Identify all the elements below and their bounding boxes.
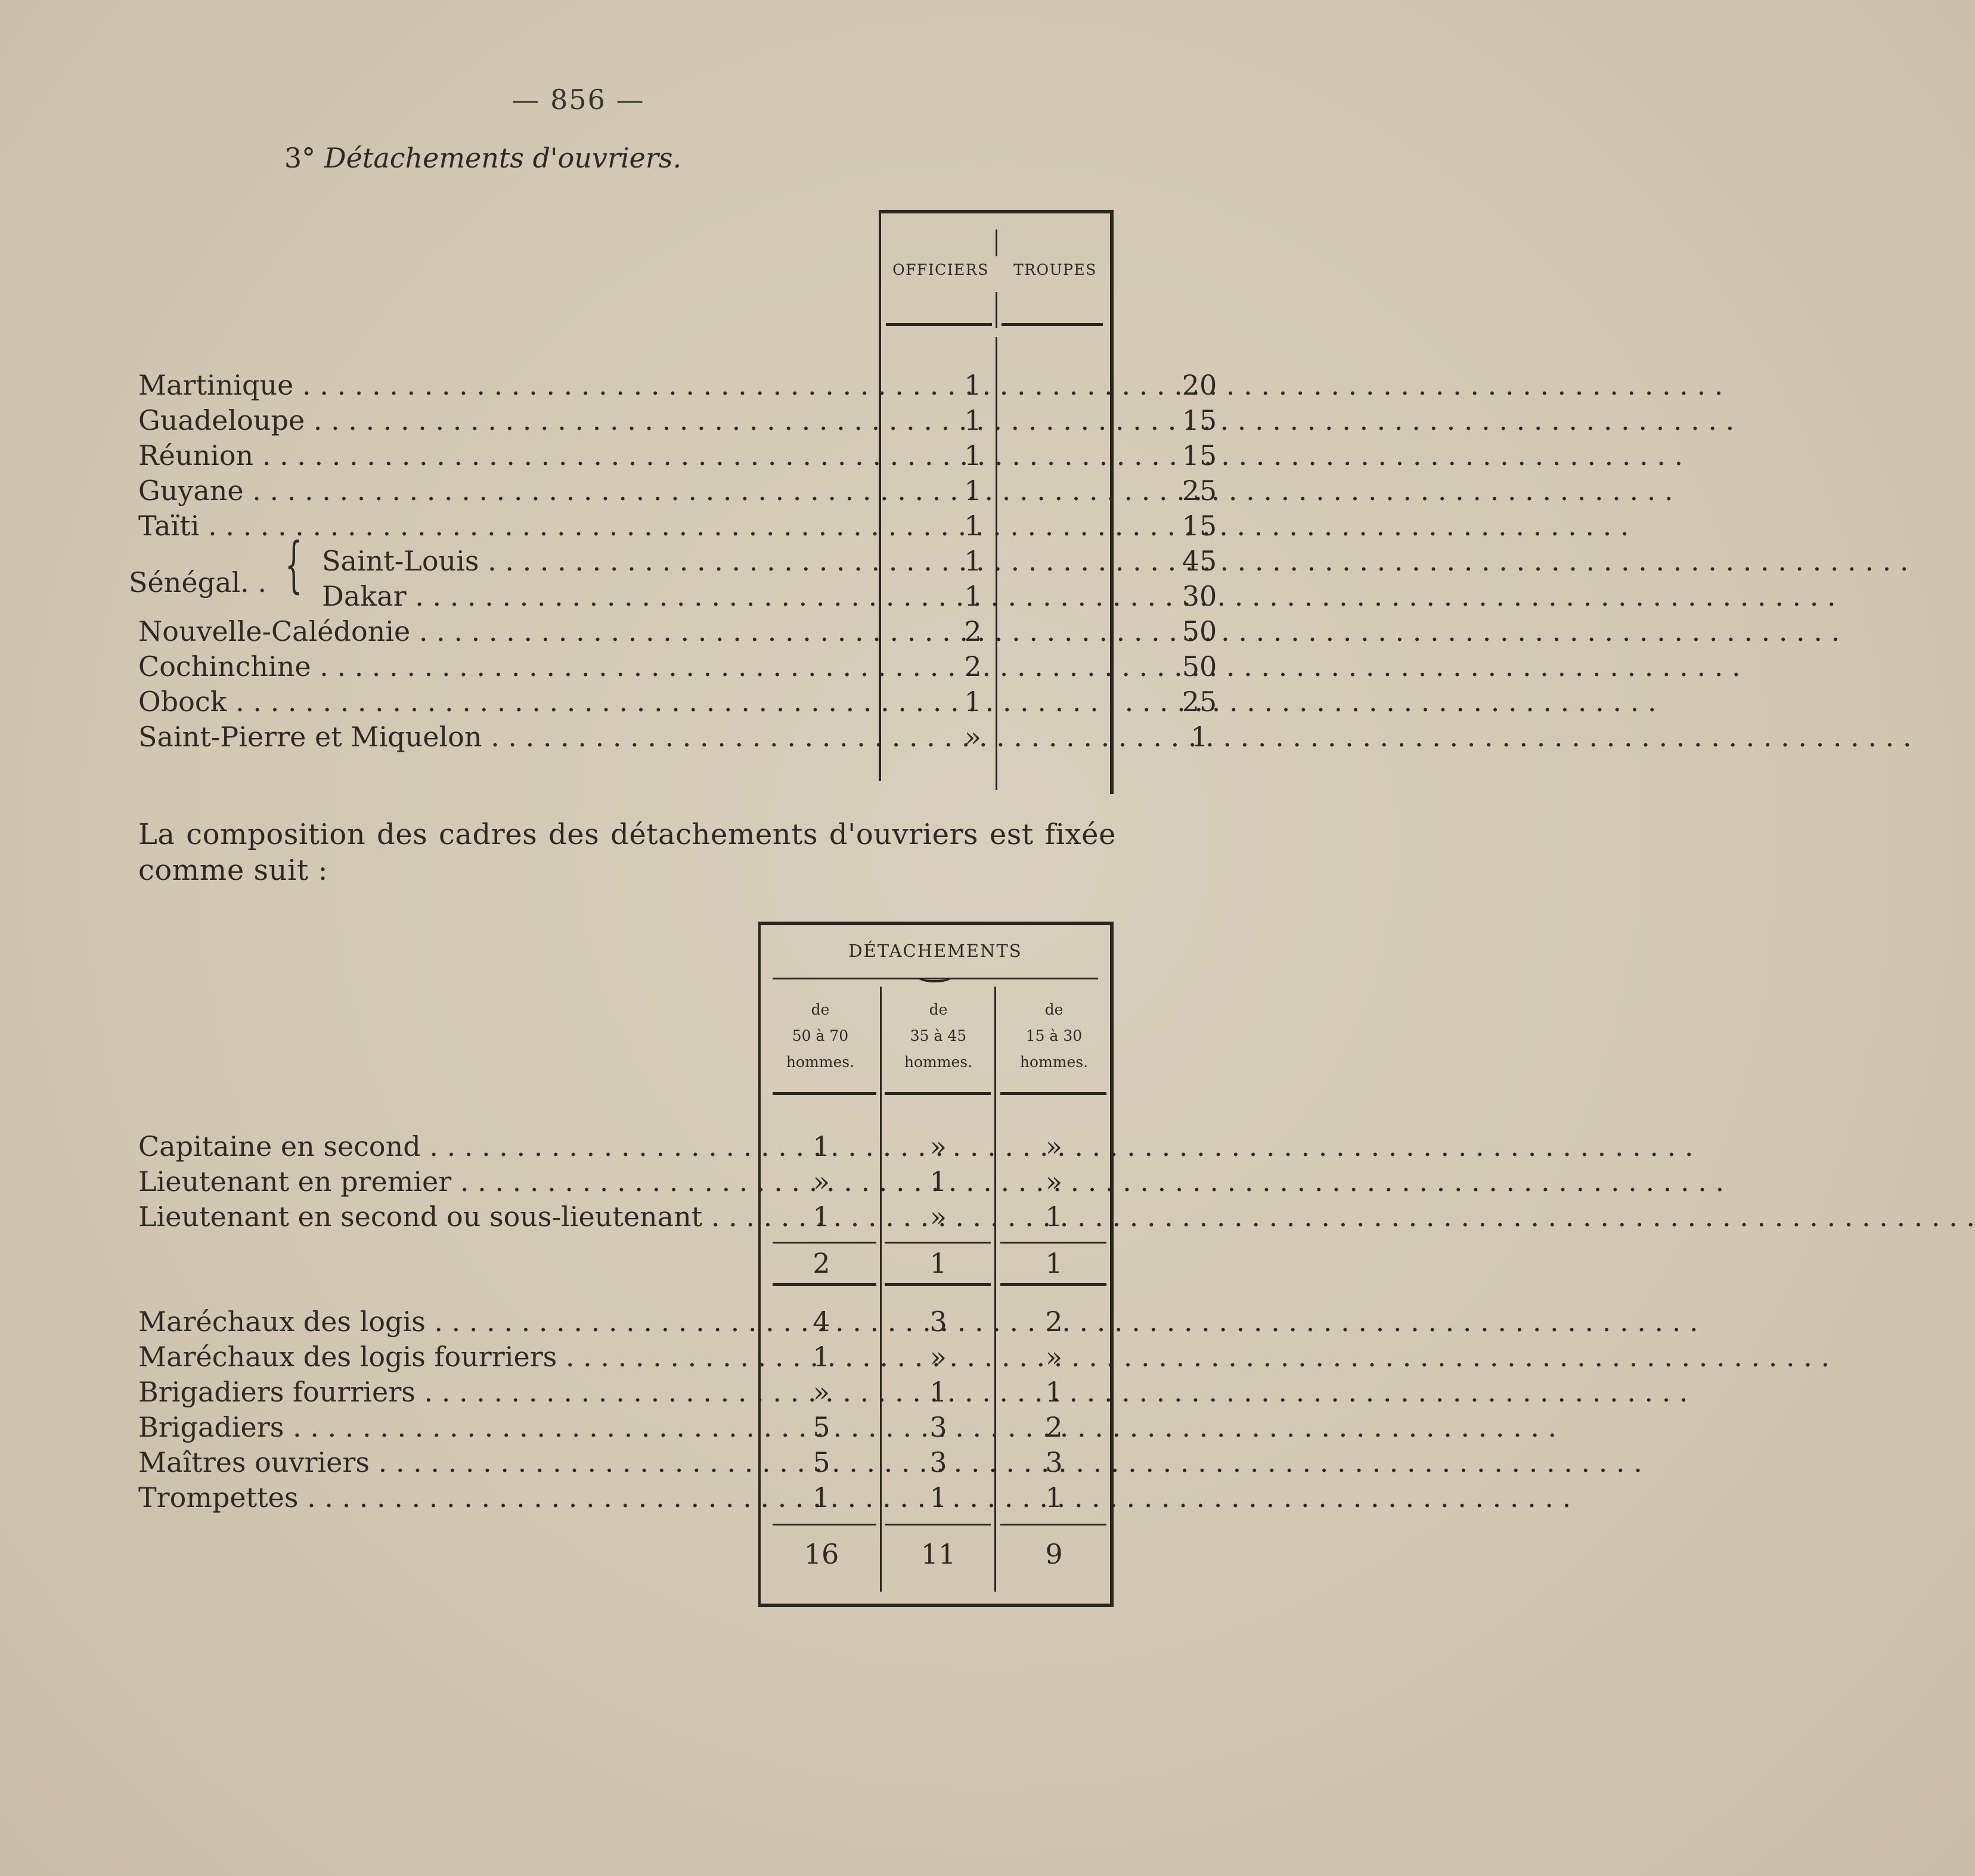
officiers-value: 1: [964, 545, 982, 577]
table2-header-rule: [773, 1092, 876, 1095]
troupes-value: 20: [1182, 369, 1217, 401]
value-35-45: 3: [929, 1306, 947, 1338]
column-header-line: hommes.: [904, 1053, 973, 1071]
section-title: [0, 142, 966, 174]
composition-paragraph: La composition des cadres des détachements d'ouvriers est fixée comme suit :: [138, 818, 1116, 887]
row-label: Martinique . . .: [138, 368, 883, 402]
subtotal-rule: [885, 1242, 991, 1244]
senegal-group-label: Sénégal. .: [129, 566, 267, 599]
value-50-70: 1: [813, 1341, 830, 1373]
value-15-30: 1: [1045, 1376, 1063, 1408]
value-35-45: 3: [929, 1411, 947, 1443]
column-header-line: 15 à 30: [1025, 1027, 1083, 1044]
row-label: Brigadiers . . .: [138, 1410, 758, 1444]
value-15-30: »: [1045, 1130, 1063, 1162]
row-label: Lieutenant en second ou sous-lieutenant . . .: [138, 1199, 758, 1234]
row-label: Trompettes . . .: [138, 1480, 758, 1515]
troops-total-35-45: 11: [920, 1538, 956, 1570]
table2-title: DÉTACHEMENTS: [848, 941, 1022, 961]
column-header-line: de: [1044, 1001, 1064, 1018]
value-15-30: 1: [1045, 1481, 1063, 1514]
column-header-line: de: [811, 1001, 830, 1018]
troupes-value: 50: [1182, 650, 1217, 683]
value-15-30: 1: [1045, 1201, 1063, 1233]
troupes-value: 15: [1182, 404, 1217, 436]
value-35-45: 1: [929, 1376, 947, 1408]
row-label: Maréchaux des logis fourriers . . .: [138, 1339, 758, 1374]
officiers-value: 1: [964, 404, 982, 436]
officers-total-50-70: 2: [813, 1247, 830, 1279]
section-title-text: Détachements d'ouvriers.: [324, 142, 682, 174]
row-label: Nouvelle-Calédonie . . .: [138, 614, 883, 649]
subtotal-rule: [885, 1283, 991, 1286]
row-label: Brigadiers fourriers . . .: [138, 1375, 758, 1409]
value-50-70: 5: [813, 1446, 830, 1478]
value-50-70: »: [813, 1165, 830, 1198]
column-header-line: 35 à 45: [910, 1027, 967, 1044]
subtotal-rule: [773, 1283, 876, 1286]
header-troupes: TROUPES: [1013, 261, 1097, 278]
page-number: — 856 —: [511, 83, 645, 116]
officiers-value: »: [964, 721, 982, 753]
table2-brace-tip: [918, 973, 951, 982]
row-label: Maîtres ouvriers . . .: [138, 1445, 758, 1480]
officers-total-35-45: 1: [929, 1247, 947, 1279]
troupes-value: 45: [1182, 545, 1217, 577]
total-rule: [885, 1524, 991, 1525]
row-label: Dakar . . .: [322, 579, 883, 613]
value-15-30: 2: [1045, 1411, 1063, 1443]
subtotal-rule: [773, 1242, 876, 1244]
officiers-value: 1: [964, 369, 982, 401]
table1-header-rule: [1002, 323, 1103, 326]
total-rule: [773, 1524, 876, 1525]
troupes-value: 25: [1182, 686, 1217, 718]
table1-top-rule: [881, 210, 1114, 213]
table1-mid-rule: [996, 230, 997, 256]
column-header-35-45: [880, 997, 997, 1075]
row-label: Taïti . . .: [138, 508, 883, 543]
header-officiers: OFFICIERS: [892, 261, 989, 278]
total-rule: [1000, 1524, 1106, 1525]
brace-glyph: {: [285, 529, 303, 600]
row-label: Saint-Louis . . .: [322, 544, 883, 578]
value-15-30: »: [1045, 1165, 1063, 1198]
value-35-45: »: [929, 1201, 947, 1233]
column-header-line: 50 à 70: [792, 1027, 849, 1044]
value-35-45: 1: [929, 1165, 947, 1198]
row-label: Obock . . .: [138, 684, 883, 719]
officiers-value: 1: [964, 510, 982, 542]
row-label: Capitaine en second . . .: [138, 1129, 758, 1164]
value-35-45: »: [929, 1341, 947, 1373]
column-header-line: de: [929, 1001, 948, 1018]
section-prefix: 3°: [284, 142, 316, 174]
value-35-45: »: [929, 1130, 947, 1162]
value-15-30: »: [1045, 1341, 1063, 1373]
troops-total-50-70: 16: [804, 1538, 839, 1570]
troupes-value: 30: [1182, 580, 1217, 612]
officiers-value: 1: [964, 439, 982, 472]
officiers-value: 1: [964, 580, 982, 612]
subtotal-rule: [1000, 1283, 1106, 1286]
value-50-70: 1: [813, 1201, 830, 1233]
table1-mid-rule: [996, 292, 997, 328]
value-35-45: 3: [929, 1446, 947, 1478]
officiers-value: 2: [964, 615, 982, 647]
value-50-70: 5: [813, 1411, 830, 1443]
row-label: Cochinchine . . .: [138, 649, 883, 684]
troops-total-15-30: 9: [1045, 1538, 1063, 1570]
table2-header-rule: [1000, 1092, 1106, 1095]
troupes-value: 15: [1182, 439, 1217, 472]
value-50-70: »: [813, 1376, 830, 1408]
officiers-value: 2: [964, 650, 982, 683]
officers-total-15-30: 1: [1045, 1247, 1063, 1279]
value-15-30: 3: [1045, 1446, 1063, 1478]
value-50-70: 4: [813, 1306, 830, 1338]
row-label: Guyane . . .: [138, 473, 883, 508]
troupes-value: 15: [1182, 510, 1217, 542]
column-header-15-30: [996, 997, 1112, 1075]
column-header-line: hommes.: [786, 1053, 855, 1071]
row-label: Saint-Pierre et Miquelon . . .: [138, 720, 883, 754]
value-50-70: 1: [813, 1481, 830, 1514]
troupes-value: 50: [1182, 615, 1217, 647]
value-50-70: 1: [813, 1130, 830, 1162]
column-header-50-70: [762, 997, 879, 1075]
row-label: Lieutenant en premier . . .: [138, 1164, 758, 1199]
value-35-45: 1: [929, 1481, 947, 1514]
table2-bottom-rule: [758, 1604, 1114, 1607]
value-15-30: 2: [1045, 1306, 1063, 1338]
officiers-value: 1: [964, 475, 982, 507]
senegal-brace: [285, 529, 303, 600]
row-label: Réunion . . .: [138, 438, 883, 473]
subtotal-rule: [1000, 1242, 1106, 1244]
troupes-value: 25: [1182, 475, 1217, 507]
table1-header-rule: [886, 323, 992, 326]
row-label: Guadeloupe . . .: [138, 403, 883, 438]
officiers-value: 1: [964, 686, 982, 718]
table2-top-rule: [758, 922, 1114, 925]
column-header-line: hommes.: [1019, 1053, 1089, 1071]
table2-header-rule: [885, 1092, 991, 1095]
troupes-value: 1: [1190, 721, 1208, 753]
row-label: Maréchaux des logis . . .: [138, 1304, 758, 1339]
